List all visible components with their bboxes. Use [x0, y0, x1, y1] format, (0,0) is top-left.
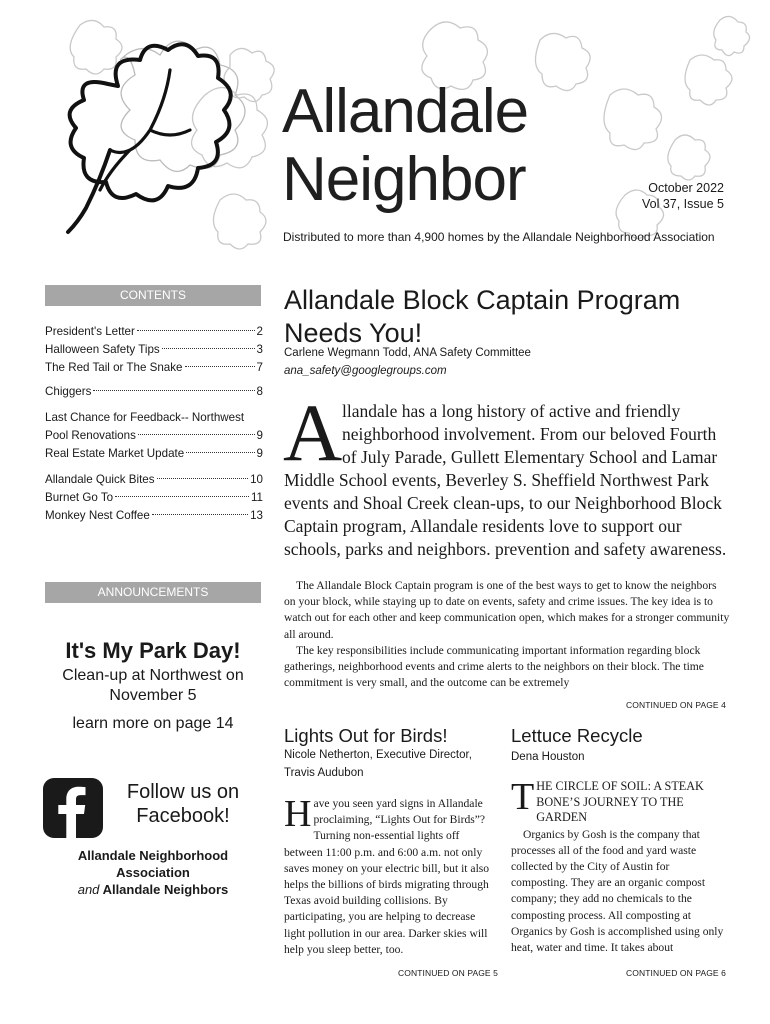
birds-continued: CONTINUED ON PAGE 5	[398, 968, 498, 978]
toc-item-label: Chiggers	[45, 385, 92, 398]
toc-item-page: 9	[256, 429, 263, 442]
birds-body	[284, 793, 498, 958]
facebook-group-2: Allandale Neighbors	[102, 882, 229, 897]
newsletter-title	[282, 78, 528, 214]
title-line-2: Neighbor	[282, 145, 526, 214]
toc-item[interactable]	[45, 359, 263, 377]
facebook-line-2: Facebook!	[136, 805, 230, 827]
toc-item[interactable]	[45, 445, 263, 463]
toc-leader-dots	[157, 478, 249, 479]
main-body	[284, 578, 730, 691]
facebook-group-and: and	[77, 882, 100, 897]
toc-item-page: 3	[256, 343, 263, 356]
toc-item-label: Burnet Go To	[45, 491, 114, 504]
facebook-group-1: Allandale Neighborhood Association	[77, 848, 229, 880]
lettuce-continued: CONTINUED ON PAGE 6	[626, 968, 726, 978]
lettuce-subhead-block	[511, 776, 725, 826]
park-day-line-2: November 5	[109, 687, 197, 704]
toc-item[interactable]	[45, 341, 263, 359]
toc-item-page: 8	[256, 385, 263, 398]
birds-byline-2: Travis Audubon	[284, 767, 364, 779]
birds-byline-1: Nicole Netherton, Executive Director,	[284, 749, 472, 761]
main-continued: CONTINUED ON PAGE 4	[626, 700, 726, 710]
toc-item[interactable]	[45, 409, 263, 427]
toc-leader-dots	[137, 330, 255, 331]
toc-item[interactable]	[45, 489, 263, 507]
lettuce-body	[511, 776, 725, 956]
main-paragraph-2: The key responsibilities include communicating important information regarding block gatherings, neighborhood events and crime alerts to the neighbors on their block. The time commitment is very small, and the outcome can be extremely	[284, 643, 704, 690]
toc-leader-dots	[93, 390, 254, 391]
toc-item-label: Pool Renovations	[45, 429, 136, 442]
toc-item[interactable]	[45, 427, 263, 445]
toc-item-label: Real Estate Market Update	[45, 447, 185, 460]
toc-item-label: Halloween Safety Tips	[45, 343, 160, 356]
issue-date: October 2022	[648, 181, 724, 195]
facebook-icon[interactable]	[43, 778, 103, 838]
toc-item-page: 7	[256, 361, 263, 374]
lettuce-byline: Dena Houston	[511, 751, 585, 763]
facebook-callout	[108, 780, 258, 828]
table-of-contents	[45, 323, 263, 525]
park-day-announcement	[45, 636, 261, 734]
toc-item-label: The Red Tail or The Snake	[45, 361, 183, 374]
toc-item-page: 10	[250, 473, 263, 486]
distribution-line: Distributed to more than 4,900 homes by the Allandale Neighborhood Association	[283, 230, 715, 244]
toc-item-page: 2	[256, 325, 263, 338]
facebook-line-1: Follow us on	[126, 781, 240, 803]
birds-text: ave you seen yard signs in Allandale proclaiming, “Lights Out for Birds”? Turning non-essential lights off between 11:00 p.m. and 6:00 a.m. not only saves money on your electric bill, but it also helps the billions of birds migrating through Texas avoid building collisions. By participating, you are helping to decrease light pollution in our area. Darker skies will help you sleep better, too.	[284, 797, 490, 956]
toc-item[interactable]	[45, 383, 263, 401]
issue-date-block	[616, 180, 724, 212]
title-line-1: Allandale	[282, 77, 529, 146]
main-byline: Carlene Wegmann Todd, ANA Safety Committee	[284, 347, 531, 359]
toc-item-label: Allandale Quick Bites	[45, 473, 155, 486]
birds-drop-cap: H	[284, 793, 312, 835]
birds-title: Lights Out for Birds!	[284, 725, 448, 746]
toc-leader-dots	[185, 366, 255, 367]
toc-item-page: 9	[256, 447, 263, 460]
toc-item-page: 11	[250, 491, 263, 504]
toc-item-page: 13	[250, 509, 263, 522]
contents-heading: CONTENTS	[45, 285, 261, 306]
toc-item[interactable]	[45, 471, 263, 489]
main-headline: Allandale Block Captain Program Needs You!	[284, 285, 681, 348]
issue-volume: Vol 37, Issue 5	[641, 197, 724, 211]
toc-leader-dots	[115, 496, 249, 497]
toc-item-label: President's Letter	[45, 325, 135, 338]
toc-leader-dots	[186, 452, 254, 453]
toc-item-label: Last Chance for Feedback-- Northwest	[45, 411, 245, 424]
toc-leader-dots	[152, 514, 248, 515]
toc-leader-dots	[162, 348, 255, 349]
toc-item[interactable]	[45, 507, 263, 525]
park-day-line-3: learn more on page 14	[72, 715, 234, 732]
announcements-heading: ANNOUNCEMENTS	[45, 582, 261, 603]
lettuce-drop-cap: T	[511, 776, 535, 818]
toc-leader-dots	[138, 434, 255, 435]
main-drop-cap: A	[283, 387, 343, 478]
main-lead-text: llandale has a long history of active and friendly neighborhood involvement. From our beloved Fourth of July Parade, Gullett Elementary School and Lamar Middle School events, Beverley S. Sheffield Northwest Park events and Shoal Creek clean-ups, to our Neighborhood Block Captain program, Allandale residents love to support our schools, parks and neighbors. prevention and safety awareness.	[284, 401, 727, 559]
birds-byline	[284, 746, 500, 782]
park-day-title: It's My Park Day!	[65, 638, 241, 663]
lettuce-text: Organics by Gosh is the company that processes all of the food and yard waste collected by the City of Austin for composting. They are an organic compost company; they add no chemicals to the composting process. All composting at Organics by Gosh is accomplished using only heat, water and time. It takes about	[511, 827, 724, 954]
toc-item[interactable]	[45, 323, 263, 341]
main-paragraph-1: The Allandale Block Captain program is one of the best ways to get to know the neighbors on your block, while staying up to date on events, safety and crime issues. The key idea is to watch out for each other and keep communication open, which makes for a stronger community all around.	[284, 579, 730, 641]
park-day-line-1: Clean-up at Northwest on	[62, 667, 244, 684]
lettuce-subhead: HE CIRCLE OF SOIL: A STEAK BONE’S JOURNEY TO THE GARDEN	[536, 779, 704, 824]
lettuce-title: Lettuce Recycle	[511, 725, 643, 746]
main-lead-paragraph	[284, 400, 730, 561]
facebook-groups	[45, 847, 261, 898]
toc-item-label: Monkey Nest Coffee	[45, 509, 150, 522]
main-email: ana_safety@googlegroups.com	[284, 365, 447, 377]
